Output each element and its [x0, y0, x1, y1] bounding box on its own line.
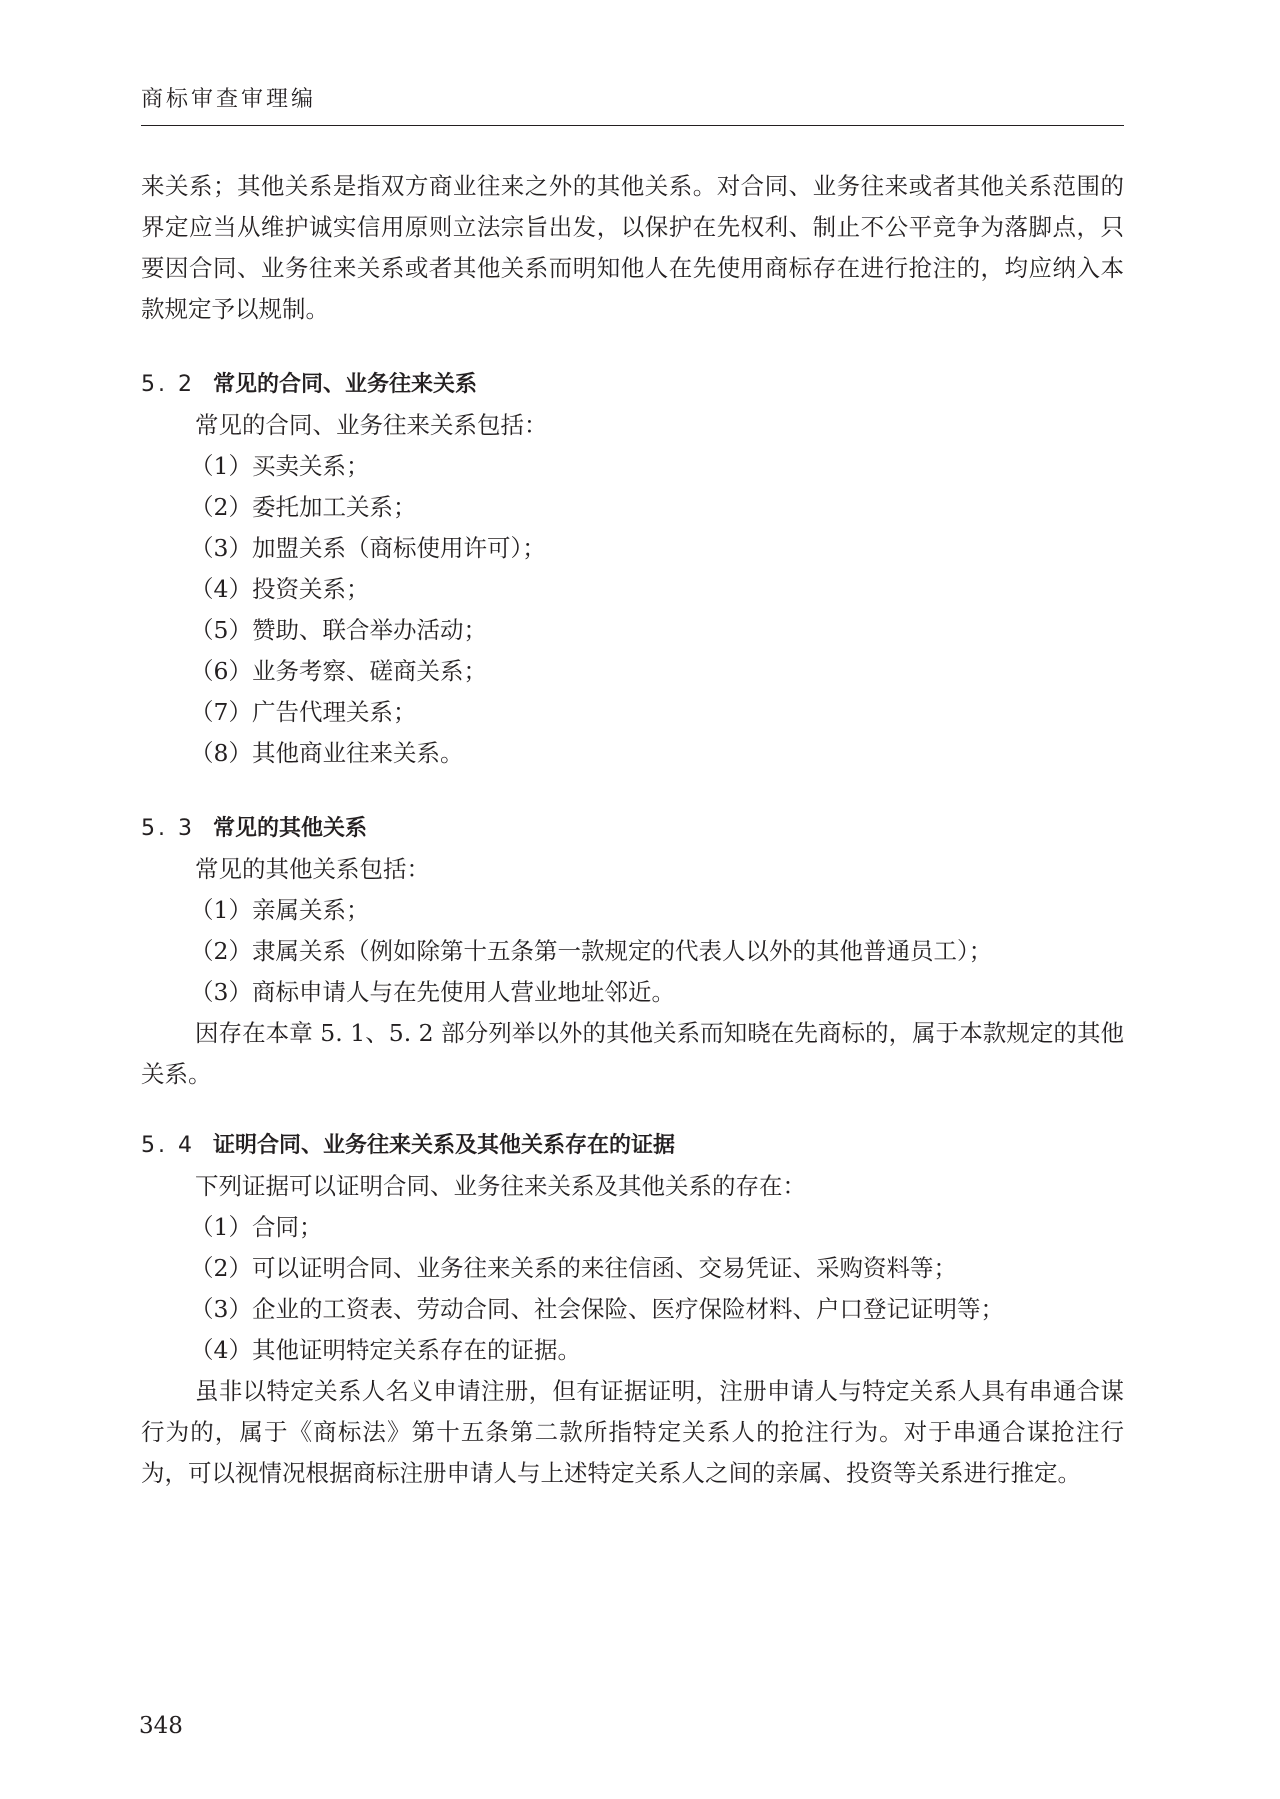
- section-5-2-number: 5. 2: [141, 372, 195, 397]
- section-5-4-closing: 虽非以特定关系人名义申请注册，但有证据证明，注册申请人与特定关系人具有串通合谋行为的，属于《商标法》第十五条第二款所指特定关系人的抢注行为。对于串通合谋抢注行为，可以视情况根据商标注册申请人与上述特定关系人之间的亲属、投资等关系进行推定。: [141, 1377, 1124, 1487]
- list-item: （5）赞助、联合举办活动；: [190, 616, 487, 644]
- list-item: （3）企业的工资表、劳动合同、社会保险、医疗保险材料、户口登记证明等；: [190, 1295, 1004, 1323]
- running-header: 商标审查审理编: [141, 87, 317, 112]
- list-item: （2）隶属关系（例如除第十五条第一款规定的代表人以外的其他普通员工）；: [190, 937, 993, 965]
- list-item: （1）买卖关系；: [190, 452, 370, 480]
- header-rule: [141, 125, 1124, 126]
- section-5-4-heading: [141, 1125, 1124, 1166]
- list-item: （3）加盟关系（商标使用许可）；: [190, 534, 546, 562]
- section-5-3-number: 5. 3: [141, 816, 195, 841]
- section-5-4-number: 5. 4: [141, 1133, 195, 1158]
- section-5-3-closing: 因存在本章 5. 1、5. 2 部分列举以外的其他关系而知晓在先商标的，属于本款规定的其他关系。: [141, 1019, 1124, 1088]
- section-5-3-title: 常见的其他关系: [213, 816, 368, 841]
- section-5-2-heading: [141, 364, 1124, 405]
- section-5-2-title: 常见的合同、业务往来关系: [213, 372, 478, 397]
- intro-paragraph: 来关系；其他关系是指双方商业往来之外的其他关系。对合同、业务往来或者其他关系范围的界定应当从维护诚实信用原则立法宗旨出发，以保护在先权利、制止不公平竞争为落脚点，只要因合同、业务往来关系或者其他关系而明知他人在先使用商标存在进行抢注的，均应纳入本款规定予以规制。: [141, 172, 1124, 323]
- list-item: （8）其他商业往来关系。: [190, 739, 464, 767]
- list-item: （4）投资关系；: [190, 575, 370, 603]
- section-5-3-lead: 常见的其他关系包括：: [195, 855, 430, 883]
- section-5-4-title: 证明合同、业务往来关系及其他关系存在的证据: [213, 1133, 676, 1158]
- list-item: （1）亲属关系；: [190, 896, 370, 924]
- list-item: （2）委托加工关系；: [190, 493, 417, 521]
- section-5-3-heading: [141, 808, 1124, 849]
- section-5-4-lead: 下列证据可以证明合同、业务往来关系及其他关系的存在：: [195, 1172, 806, 1200]
- list-item: （1）合同；: [190, 1213, 323, 1241]
- list-item: （4）其他证明特定关系存在的证据。: [190, 1336, 581, 1364]
- list-item: （3）商标申请人与在先使用人营业地址邻近。: [190, 978, 675, 1006]
- list-item: （7）广告代理关系；: [190, 698, 417, 726]
- list-item: （2）可以证明合同、业务往来关系的来往信函、交易凭证、采购资料等；: [190, 1254, 957, 1282]
- section-5-2-lead: 常见的合同、业务往来关系包括：: [195, 411, 548, 439]
- list-item: （6）业务考察、磋商关系；: [190, 657, 487, 685]
- page-number: 348: [139, 1713, 183, 1739]
- page-body: [141, 166, 1124, 1494]
